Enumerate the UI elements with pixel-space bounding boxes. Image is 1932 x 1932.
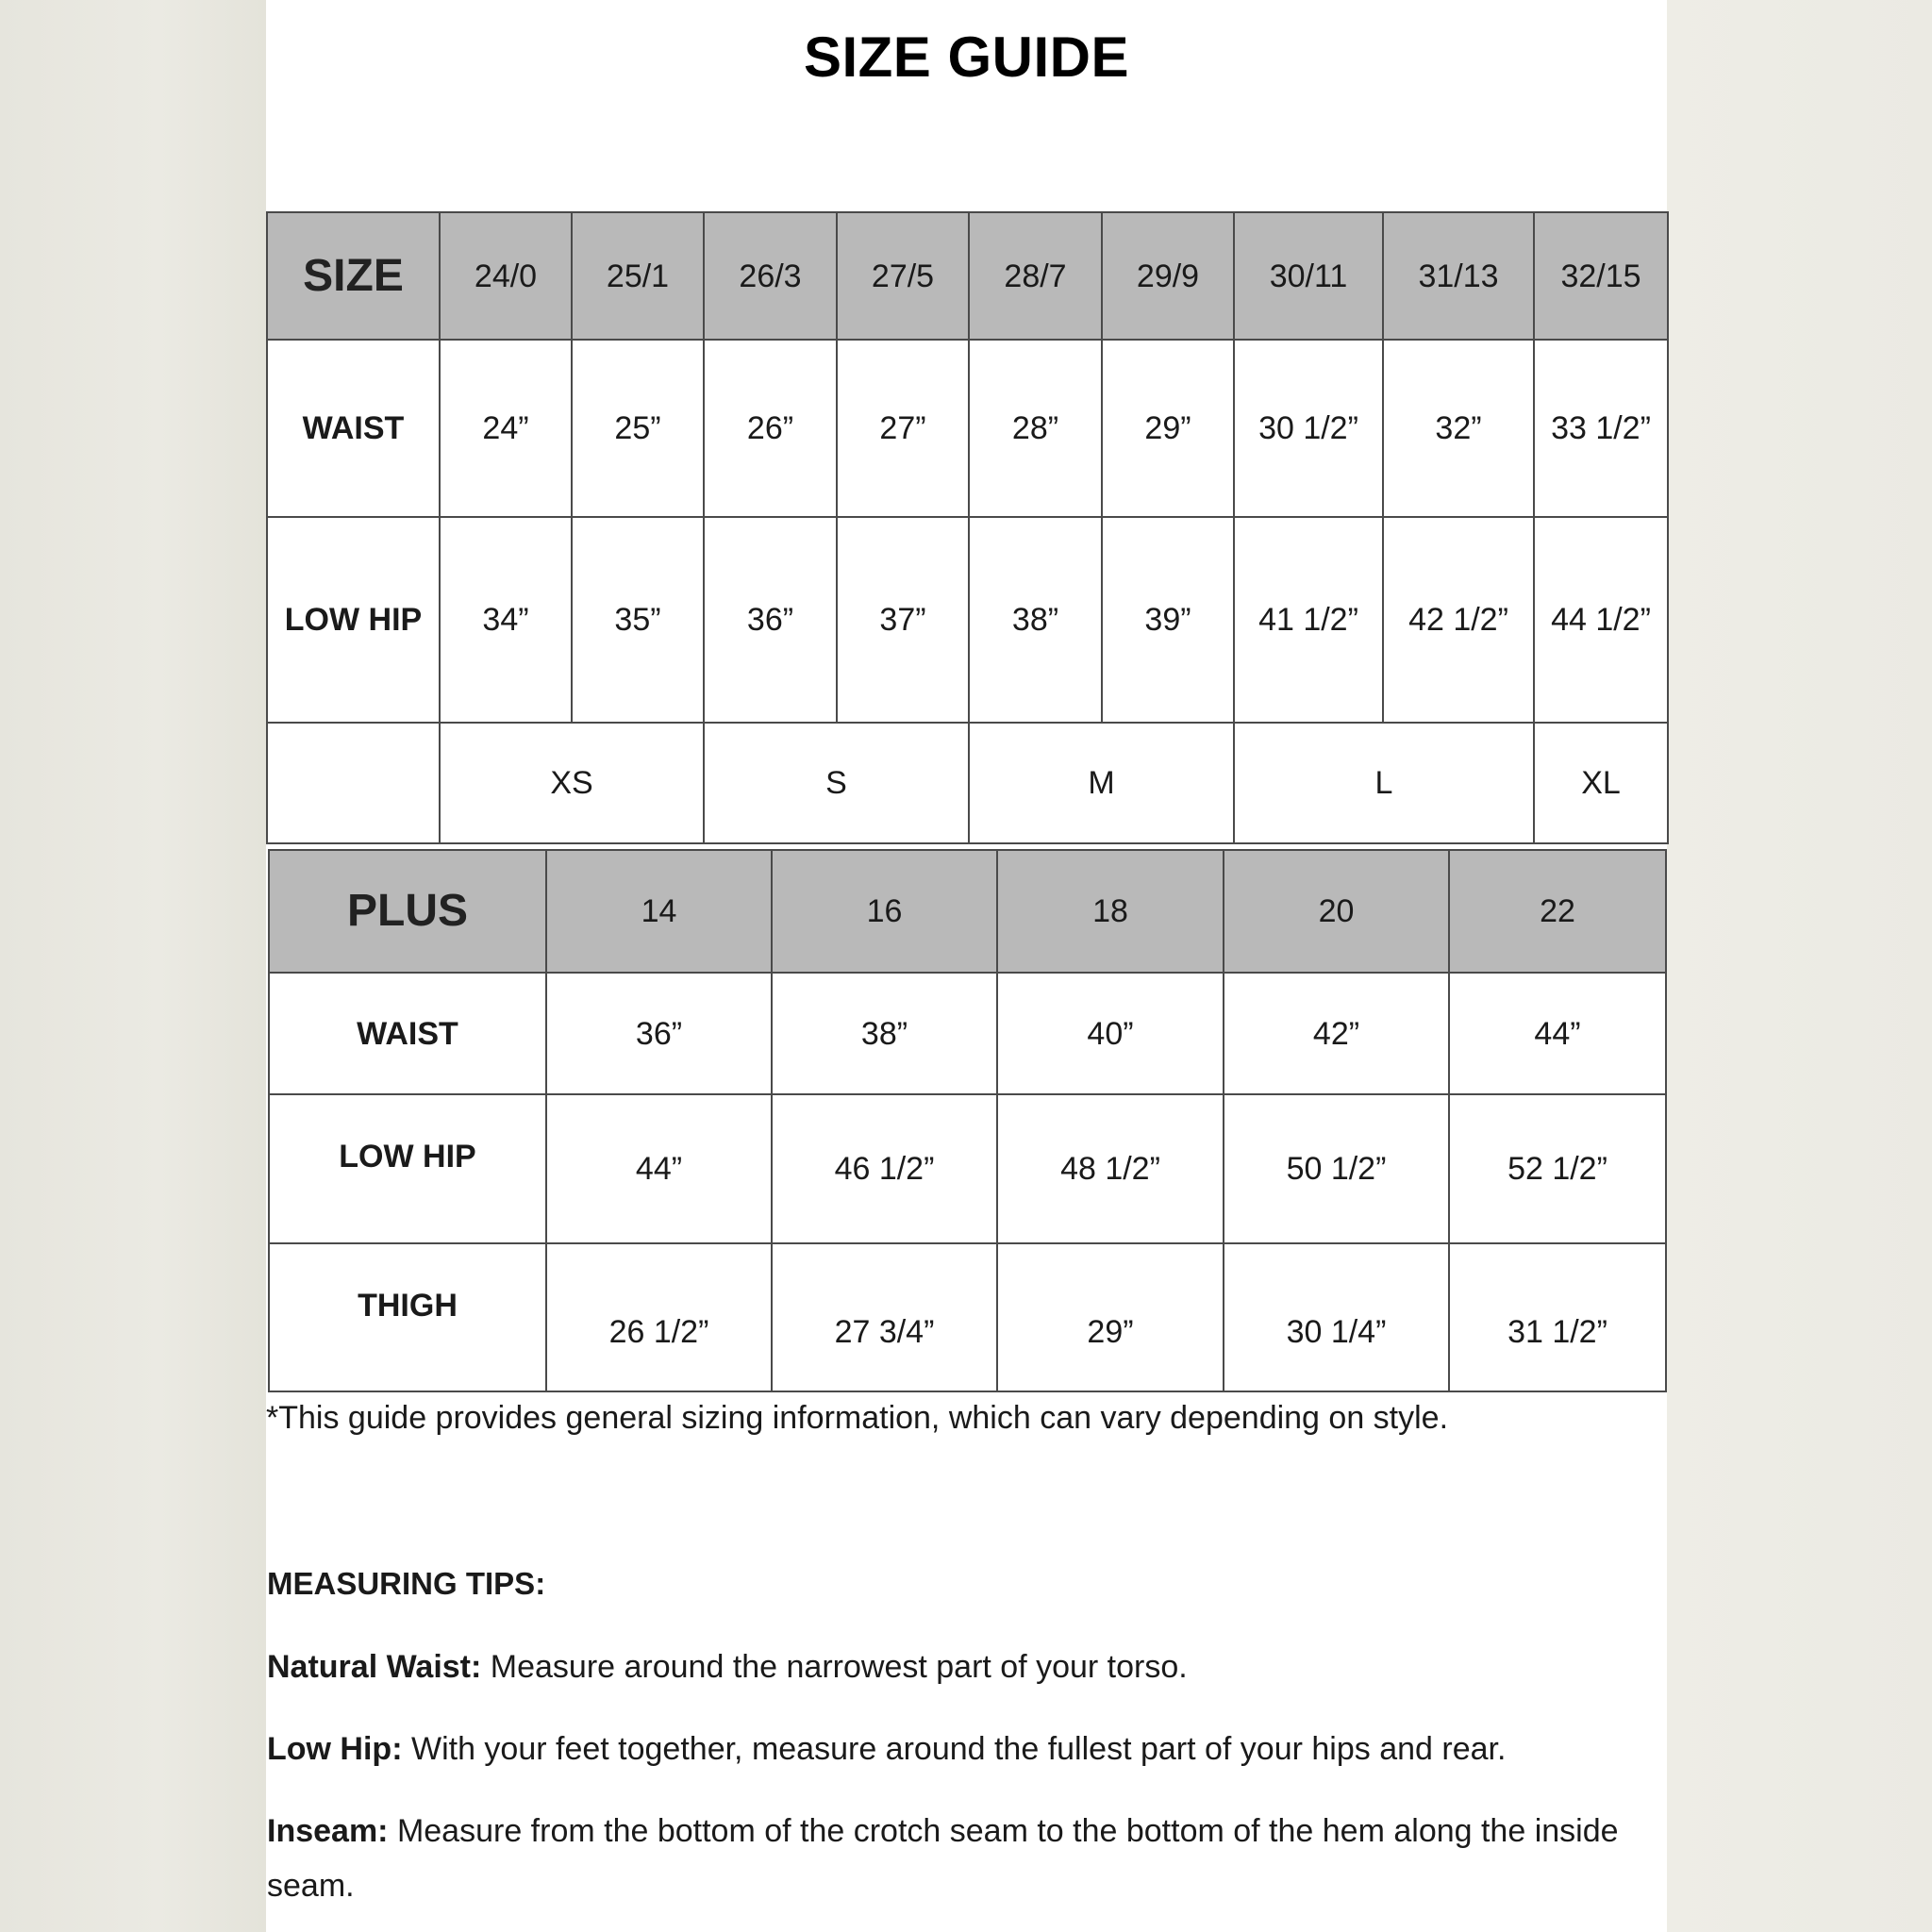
letter-size-xl: XL xyxy=(1534,723,1668,843)
size-cell: 31/13 xyxy=(1383,212,1534,340)
plus-thigh-label: THIGH xyxy=(269,1243,546,1391)
plus-waist-cell: 38” xyxy=(772,973,997,1094)
plus-waist-cell: 42” xyxy=(1224,973,1449,1094)
size-cell: 24/0 xyxy=(440,212,572,340)
tip-inseam-text: Measure from the bottom of the crotch seam to the bottom of the hem along the inside seam. xyxy=(267,1813,1619,1904)
size-table xyxy=(266,211,1669,844)
plus-thigh-cell: 31 1/2” xyxy=(1449,1243,1666,1391)
plus-waist-cell: 36” xyxy=(546,973,772,1094)
low-hip-cell: 38” xyxy=(969,517,1102,723)
low-hip-cell: 34” xyxy=(440,517,572,723)
plus-waist-row xyxy=(269,973,1666,1094)
plus-low-hip-cell: 50 1/2” xyxy=(1224,1094,1449,1243)
waist-cell: 27” xyxy=(837,340,969,517)
size-cell: 29/9 xyxy=(1102,212,1234,340)
tip-natural-waist-text: Measure around the narrowest part of your torso. xyxy=(481,1649,1188,1685)
size-cell: 30/11 xyxy=(1234,212,1383,340)
letter-size-row xyxy=(267,723,1668,843)
size-cell: 28/7 xyxy=(969,212,1102,340)
background-left xyxy=(0,0,266,1932)
low-hip-cell: 37” xyxy=(837,517,969,723)
plus-low-hip-cell: 46 1/2” xyxy=(772,1094,997,1243)
plus-low-hip-label: LOW HIP xyxy=(269,1094,546,1243)
letter-size-m: M xyxy=(969,723,1234,843)
empty-cell xyxy=(267,723,440,843)
plus-size-cell: 16 xyxy=(772,850,997,973)
size-cell: 25/1 xyxy=(572,212,704,340)
letter-size-xs: XS xyxy=(440,723,704,843)
letter-size-l: L xyxy=(1234,723,1534,843)
tip-low-hip xyxy=(267,1722,1654,1776)
plus-size-table xyxy=(268,849,1667,1392)
plus-low-hip-cell: 44” xyxy=(546,1094,772,1243)
plus-waist-cell: 44” xyxy=(1449,973,1666,1094)
plus-size-cell: 20 xyxy=(1224,850,1449,973)
plus-header-row xyxy=(269,850,1666,973)
plus-waist-label: WAIST xyxy=(269,973,546,1094)
tip-natural-waist-label: Natural Waist: xyxy=(267,1649,482,1685)
plus-low-hip-row xyxy=(269,1094,1666,1243)
tip-natural-waist xyxy=(267,1640,1654,1694)
plus-thigh-cell: 29” xyxy=(997,1243,1224,1391)
waist-cell: 29” xyxy=(1102,340,1234,517)
waist-cell: 26” xyxy=(704,340,837,517)
background-right xyxy=(1667,0,1932,1932)
plus-thigh-cell: 30 1/4” xyxy=(1224,1243,1449,1391)
plus-size-cell: 18 xyxy=(997,850,1224,973)
plus-low-hip-cell: 48 1/2” xyxy=(997,1094,1224,1243)
size-cell: 27/5 xyxy=(837,212,969,340)
plus-size-cell: 14 xyxy=(546,850,772,973)
low-hip-cell: 41 1/2” xyxy=(1234,517,1383,723)
low-hip-label: LOW HIP xyxy=(267,517,440,723)
low-hip-cell: 44 1/2” xyxy=(1534,517,1668,723)
size-cell: 26/3 xyxy=(704,212,837,340)
low-hip-cell: 42 1/2” xyxy=(1383,517,1534,723)
tip-low-hip-text: With your feet together, measure around the fullest part of your hips and rear. xyxy=(402,1731,1507,1767)
plus-low-hip-cell: 52 1/2” xyxy=(1449,1094,1666,1243)
tip-inseam xyxy=(267,1804,1654,1913)
plus-thigh-cell: 27 3/4” xyxy=(772,1243,997,1391)
low-hip-cell: 39” xyxy=(1102,517,1234,723)
waist-label: WAIST xyxy=(267,340,440,517)
measuring-tips-heading: MEASURING TIPS: xyxy=(267,1566,546,1601)
waist-cell: 30 1/2” xyxy=(1234,340,1383,517)
waist-cell: 24” xyxy=(440,340,572,517)
waist-cell: 28” xyxy=(969,340,1102,517)
waist-cell: 32” xyxy=(1383,340,1534,517)
plus-header-label: PLUS xyxy=(269,850,546,973)
size-guide-sheet xyxy=(266,0,1667,1932)
plus-size-cell: 22 xyxy=(1449,850,1666,973)
waist-row xyxy=(267,340,1668,517)
tip-inseam-label: Inseam: xyxy=(267,1813,389,1849)
low-hip-cell: 35” xyxy=(572,517,704,723)
plus-thigh-cell: 26 1/2” xyxy=(546,1243,772,1391)
tip-low-hip-label: Low Hip: xyxy=(267,1731,403,1767)
waist-cell: 25” xyxy=(572,340,704,517)
size-header-label: SIZE xyxy=(267,212,440,340)
letter-size-s: S xyxy=(704,723,969,843)
low-hip-cell: 36” xyxy=(704,517,837,723)
waist-cell: 33 1/2” xyxy=(1534,340,1668,517)
size-header-row xyxy=(267,212,1668,340)
low-hip-row xyxy=(267,517,1668,723)
plus-thigh-row xyxy=(269,1243,1666,1391)
sizing-note: *This guide provides general sizing information, which can vary depending on style. xyxy=(266,1400,1449,1436)
size-cell: 32/15 xyxy=(1534,212,1668,340)
plus-waist-cell: 40” xyxy=(997,973,1224,1094)
page-title: SIZE GUIDE xyxy=(803,25,1130,89)
